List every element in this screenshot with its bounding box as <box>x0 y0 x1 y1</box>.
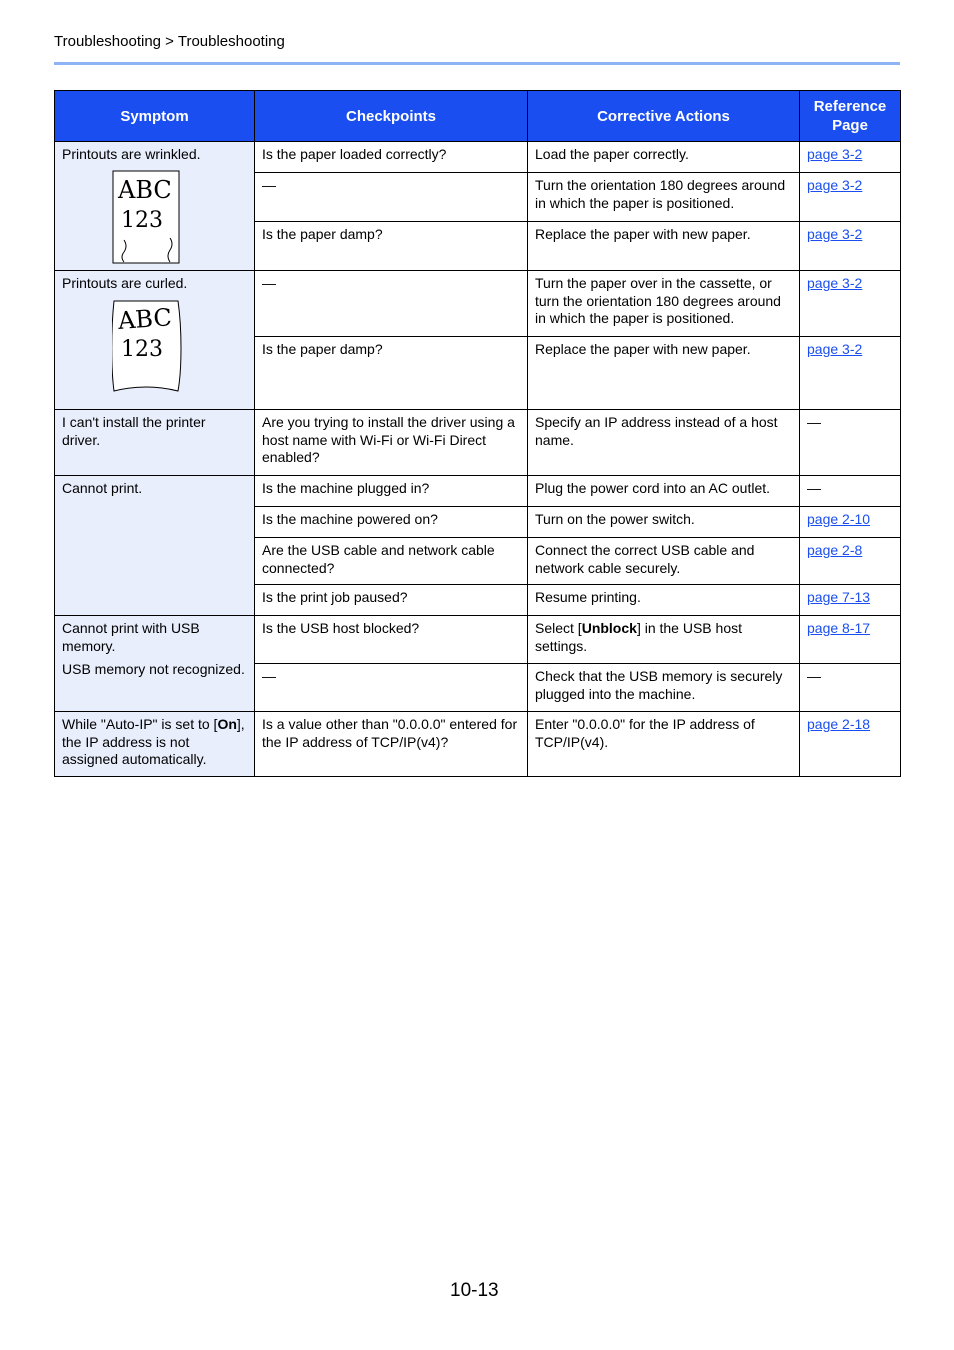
corrective-action-cell: Replace the paper with new paper. <box>528 337 800 410</box>
corrective-action-cell: Resume printing. <box>528 585 800 616</box>
figure-text-abc: ABC <box>118 175 172 204</box>
symptom-cell <box>55 712 255 777</box>
checkpoint-cell: — <box>255 173 528 222</box>
reference-cell: — <box>800 476 901 507</box>
wrinkled-paper-illustration <box>112 170 182 265</box>
corrective-action-cell: Check that the USB memory is securely plugged into the machine. <box>528 664 800 712</box>
reference-link[interactable]: page 3-2 <box>807 275 863 291</box>
table-row <box>55 476 901 507</box>
reference-cell <box>800 271 901 337</box>
figure-text-123: 123 <box>121 336 163 362</box>
symptom-cell <box>55 271 255 410</box>
table-header-row <box>55 91 901 142</box>
symptom-text: Printouts are curled. <box>62 275 188 291</box>
checkpoint-cell: Is the paper loaded correctly? <box>255 142 528 173</box>
reference-link[interactable]: page 3-2 <box>807 341 863 357</box>
checkpoint-cell: Is the USB host blocked? <box>255 616 528 664</box>
corrective-action-cell: Connect the correct USB cable and network cable securely. <box>528 538 800 585</box>
symptom-cell <box>55 142 255 271</box>
reference-cell <box>800 337 901 410</box>
symptom-text: Printouts are wrinkled. <box>62 146 201 162</box>
table-row <box>55 142 901 173</box>
figure-text-abc: ABC <box>117 302 173 335</box>
corrective-action-cell: Plug the power cord into an AC outlet. <box>528 476 800 507</box>
checkpoint-cell: Is the machine powered on? <box>255 507 528 538</box>
table-row <box>55 712 901 777</box>
symptom-text: Cannot print with USB memory. <box>62 620 200 654</box>
reference-cell: — <box>800 664 901 712</box>
reference-link[interactable]: page 3-2 <box>807 226 863 242</box>
symptom-text: USB memory not recognized. <box>62 661 245 677</box>
table-body <box>55 142 901 777</box>
reference-cell <box>800 173 901 222</box>
checkpoint-cell: — <box>255 664 528 712</box>
checkpoint-cell: Is the paper damp? <box>255 337 528 410</box>
column-header-checkpoints: Checkpoints <box>255 91 528 142</box>
checkpoint-cell: Is the paper damp? <box>255 222 528 271</box>
reference-cell <box>800 712 901 777</box>
checkpoint-cell: Are you trying to install the driver using a host name with Wi-Fi or Wi-Fi Direct enabled? <box>255 410 528 476</box>
figure-text-123: 123 <box>121 207 163 233</box>
reference-link[interactable]: page 3-2 <box>807 177 863 193</box>
symptom-cell <box>55 616 255 712</box>
reference-cell <box>800 222 901 271</box>
table-row <box>55 616 901 664</box>
header-divider <box>54 62 900 65</box>
symptom-cell <box>55 410 255 476</box>
symptom-text: Cannot print. <box>62 480 143 496</box>
corrective-action-cell: Turn the paper over in the cassette, or turn the orientation 180 degrees around in which the paper is positioned. <box>528 271 800 337</box>
reference-cell <box>800 142 901 173</box>
checkpoint-cell: Is the machine plugged in? <box>255 476 528 507</box>
checkpoint-cell: Is the print job paused? <box>255 585 528 616</box>
column-header-symptom: Symptom <box>55 91 255 142</box>
corrective-action-cell: Select [Unblock] in the USB host settings. <box>528 616 800 664</box>
page-number: 10-13 <box>450 1280 499 1301</box>
symptom-text: I can't install the printer driver. <box>62 414 206 448</box>
symptom-cell <box>55 476 255 616</box>
reference-link[interactable]: page 7-13 <box>807 589 871 605</box>
column-header-corrective-actions: Corrective Actions <box>528 91 800 142</box>
checkpoint-cell: — <box>255 271 528 337</box>
table-row <box>55 271 901 337</box>
breadcrumb: Troubleshooting > Troubleshooting <box>54 33 285 50</box>
corrective-action-cell: Turn the orientation 180 degrees around in which the paper is positioned. <box>528 173 800 222</box>
corrective-action-cell: Enter "0.0.0.0" for the IP address of TCP/IP(v4). <box>528 712 800 777</box>
reference-link[interactable]: page 2-8 <box>807 542 863 558</box>
table-row <box>55 410 901 476</box>
column-header-reference-page: Reference Page <box>800 91 901 142</box>
reference-cell <box>800 616 901 664</box>
reference-link[interactable]: page 8-17 <box>807 620 871 636</box>
reference-link[interactable]: page 2-18 <box>807 716 871 732</box>
corrective-action-cell: Turn on the power switch. <box>528 507 800 538</box>
corrective-action-cell: Load the paper correctly. <box>528 142 800 173</box>
curled-paper-illustration <box>112 299 182 394</box>
troubleshooting-table <box>54 90 901 777</box>
corrective-action-cell: Replace the paper with new paper. <box>528 222 800 271</box>
reference-link[interactable]: page 2-10 <box>807 511 871 527</box>
reference-cell <box>800 507 901 538</box>
symptom-text: While "Auto-IP" is set to [On], the IP address is not assigned automatically. <box>62 716 245 767</box>
reference-cell: — <box>800 410 901 476</box>
reference-link[interactable]: page 3-2 <box>807 146 863 162</box>
checkpoint-cell: Are the USB cable and network cable connected? <box>255 538 528 585</box>
checkpoint-cell: Is a value other than "0.0.0.0" entered for the IP address of TCP/IP(v4)? <box>255 712 528 777</box>
reference-cell <box>800 538 901 585</box>
reference-cell <box>800 585 901 616</box>
corrective-action-cell: Specify an IP address instead of a host name. <box>528 410 800 476</box>
